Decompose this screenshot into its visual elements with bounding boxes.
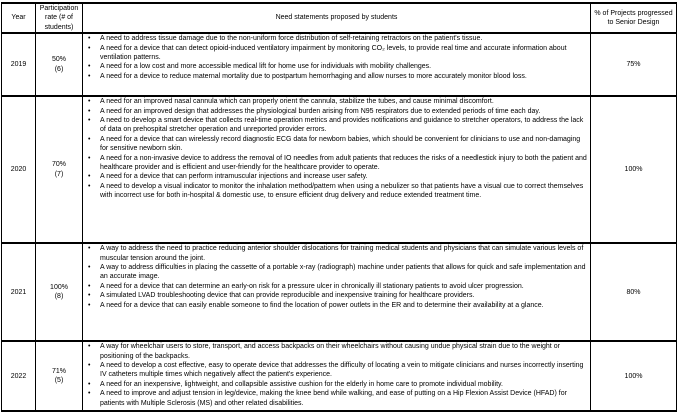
need-statements-list — [83, 342, 590, 408]
need-statement: • A simulated LVAD troubleshooting device that can provide reproducible and inexpensive training for healthcare providers. — [83, 291, 590, 300]
participation-rate: 100% — [50, 283, 68, 291]
need-statement: • A need for an improved nasal cannula which can properly orient the cannula, stabilize the tubes, and cause minimal discomfort. — [83, 97, 590, 106]
progress-cell: 100% — [591, 341, 677, 411]
header-row — [2, 3, 677, 33]
table-row — [2, 243, 677, 341]
needs-cell — [83, 33, 591, 96]
needs-cell — [83, 96, 591, 243]
participation-cell — [36, 96, 83, 243]
progress-cell: 100% — [591, 96, 677, 243]
needs-cell — [83, 341, 591, 411]
participation-cell — [36, 341, 83, 411]
need-statement: • A need for a device that can detect opioid-induced ventilatory impairment by monitoring CO₂ levels, to provide real time and accurate information about ventilation patterns. — [83, 44, 590, 63]
participation-count: (8) — [54, 293, 64, 301]
need-statement: • A way to address difficulties in placing the cassette of a portable x-ray (radiograph) machine under patients that allows for quick and safe implementation and an accurate image. — [83, 263, 590, 282]
need-statements-list — [83, 34, 590, 81]
need-statements-list — [83, 244, 590, 310]
need-statement: • A need to improve and adjust tension in leg/device, making the knee bend while walking, and ease of putting on a Hip Flexion Assist Device (HFAD) for patients with Multiple Sclerosis (MS) and other related disabilities. — [83, 389, 590, 408]
participation-count: (6) — [54, 65, 64, 73]
need-statement: • A way for wheelchair users to store, transport, and access backpacks on their wheelchairs without causing undue physical strain due to the weight or positioning of the backpacks. — [83, 342, 590, 361]
need-statement: • A need for a non-invasive device to address the removal of IO needles from adult patients that reduces the risks of a needlestick injury to both the patient and healthcare provider and is efficient and user-friendly for the healthcare provider to operate. — [83, 154, 590, 173]
need-statements-list — [83, 97, 590, 200]
need-statement: • A need for a device that can wirelessly record diagnostic ECG data for newborn babies, which should be convenient for clinicians to use and non-damaging for sensitive newborn skin. — [83, 135, 590, 154]
table-body — [2, 33, 677, 411]
need-statement: • A need for an improved design that addresses the physiological burden arising from N95 respirators due to extended periods of time each day. — [83, 107, 590, 116]
table-row — [2, 96, 677, 243]
needs-cell — [83, 243, 591, 341]
progress-cell: 75% — [591, 33, 677, 96]
participation-cell — [36, 33, 83, 96]
participation-rate: 70% — [51, 161, 66, 169]
table-header — [2, 3, 677, 33]
column-header-progress-percent: % of Projects progressed to Senior Design — [591, 3, 677, 33]
need-statement: • A need for a device that can perform intramuscular injections and increase user safety. — [83, 172, 590, 181]
participation-rate: 71% — [51, 367, 66, 375]
table-row — [2, 33, 677, 96]
need-statement: • A need to develop a visual indicator to monitor the inhalation method/pattern when using a nebulizer so that patients have a visual cue to correct themselves with incorrect use for both in-hospital & domestic use, to ensure efficient drug delivery and reduce extended treatment time. — [83, 182, 590, 201]
year-cell: 2022 — [2, 341, 36, 411]
column-header-participation-rate: Participation rate (# of students) — [36, 3, 83, 33]
participation-rate: 50% — [51, 56, 66, 64]
year-cell: 2021 — [2, 243, 36, 341]
need-statement: • A need for an inexpensive, lightweight, and collapsible assistive cushion for the elderly in home care to promote individual mobility. — [83, 380, 590, 389]
need-statement: • A need for a device to reduce maternal mortality due to postpartum hemorrhaging and allow nurses to more accurately monitor blood loss. — [83, 72, 590, 81]
participation-cell — [36, 243, 83, 341]
participation-count: (5) — [54, 377, 64, 385]
need-statement: • A need for a device that can easily enable someone to find the location of power outlets in the ER and to determine their availability at a glance. — [83, 301, 590, 310]
progress-cell: 80% — [591, 243, 677, 341]
need-statement: • A way to address the need to practice reducing anterior shoulder dislocations for training medical students and physicians that can simulate various levels of muscular tension around the joint. — [83, 244, 590, 263]
year-cell: 2019 — [2, 33, 36, 96]
need-statement: • A need to develop a cost effective, easy to operate device that addresses the difficulty of locating a vein to mitigate clinicians and nurses incorrectly inserting IV catheters multiple times which negatively affect the patient's experience. — [83, 361, 590, 380]
table-row — [2, 341, 677, 411]
needs-table — [1, 2, 677, 412]
need-statement: • A need to address tissue damage due to the non-uniform force distribution of self-retaining retractors on the patient's tissue. — [83, 34, 590, 43]
year-cell: 2020 — [2, 96, 36, 243]
column-header-need-statements: Need statements proposed by students — [83, 3, 591, 33]
need-statement: • A need to develop a smart device that collects real-time operation metrics and provides notifications and guidance to stretcher operators, to address the lack of data on prehospital stretcher operation and unreported provider errors. — [83, 116, 590, 135]
column-header-year: Year — [2, 3, 36, 33]
need-statement: • A need for a device that can determine an early-on risk for a pressure ulcer in chronically ill stationary patients to avoid ulcer progression. — [83, 282, 590, 291]
need-statement: • A need for a low cost and more accessible medical lift for home use for individuals with mobility challenges. — [83, 62, 590, 71]
participation-count: (7) — [54, 170, 64, 178]
